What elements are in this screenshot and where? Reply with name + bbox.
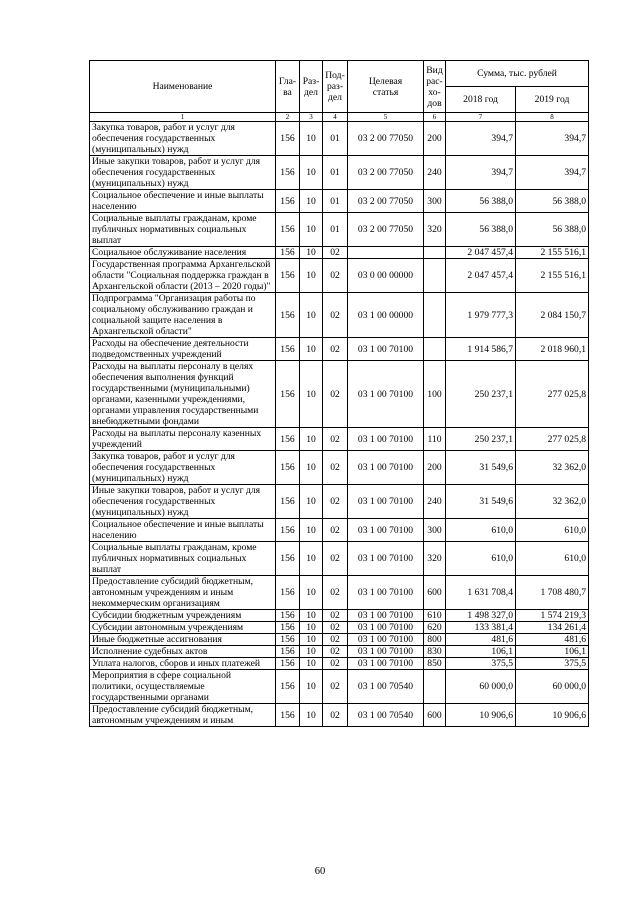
row-sum-2019: 610,0 bbox=[516, 519, 589, 542]
row-sum-2018: 31 549,6 bbox=[446, 451, 516, 485]
row-sum-2019: 481,6 bbox=[516, 634, 589, 646]
row-section: 10 bbox=[300, 259, 323, 293]
row-expense-type: 600 bbox=[424, 576, 446, 610]
row-expense-type bbox=[424, 338, 446, 361]
row-name: Уплата налогов, сборов и иных платежей bbox=[90, 658, 276, 670]
row-name: Расходы на выплаты персоналу казенных учреждений bbox=[90, 428, 276, 451]
row-expense-type: 850 bbox=[424, 658, 446, 670]
row-target: 03 1 00 70100 bbox=[348, 622, 424, 634]
row-section: 10 bbox=[300, 658, 323, 670]
row-sum-2018: 31 549,6 bbox=[446, 485, 516, 519]
table-header bbox=[90, 61, 589, 122]
row-sum-2018: 250 237,1 bbox=[446, 428, 516, 451]
row-name: Субсидии бюджетным учреждениям bbox=[90, 610, 276, 622]
row-section: 10 bbox=[300, 247, 323, 259]
page-number: 60 bbox=[314, 866, 326, 877]
row-sum-2018: 1 498 327,0 bbox=[446, 610, 516, 622]
row-subsection: 02 bbox=[323, 622, 348, 634]
row-name: Иные закупки товаров, работ и услуг для обеспечения государственных (муниципальных) нужд bbox=[90, 156, 276, 190]
row-subsection: 02 bbox=[323, 542, 348, 576]
row-target: 03 1 00 70540 bbox=[348, 670, 424, 704]
row-sum-2018: 610,0 bbox=[446, 542, 516, 576]
row-sum-2019: 2 084 150,7 bbox=[516, 293, 589, 338]
row-sum-2018: 56 388,0 bbox=[446, 213, 516, 247]
row-target: 03 1 00 70100 bbox=[348, 451, 424, 485]
row-target: 03 1 00 70100 bbox=[348, 361, 424, 428]
row-target: 03 1 00 70100 bbox=[348, 428, 424, 451]
row-target: 03 1 00 70100 bbox=[348, 519, 424, 542]
header-year-2019: 2019 год bbox=[516, 87, 589, 113]
row-sum-2018: 610,0 bbox=[446, 519, 516, 542]
header-subsection: Под- раз- дел bbox=[323, 61, 348, 113]
row-section: 10 bbox=[300, 519, 323, 542]
header-target: Целевая статья bbox=[348, 61, 424, 113]
table-row bbox=[90, 485, 589, 519]
row-name: Социальное обеспечение и иные выплаты населению bbox=[90, 190, 276, 213]
row-expense-type: 830 bbox=[424, 646, 446, 658]
row-name: Социальное обеспечение и иные выплаты населению bbox=[90, 519, 276, 542]
row-sum-2018: 394,7 bbox=[446, 122, 516, 156]
row-expense-type: 620 bbox=[424, 622, 446, 634]
row-sum-2018: 1 631 708,4 bbox=[446, 576, 516, 610]
row-chapter: 156 bbox=[276, 704, 300, 727]
header-chapter: Гла- ва bbox=[276, 61, 300, 113]
row-expense-type: 800 bbox=[424, 634, 446, 646]
row-sum-2019: 106,1 bbox=[516, 646, 589, 658]
row-name: Мероприятия в сфере социальной политики, осуществляемые государственными органами bbox=[90, 670, 276, 704]
row-name: Субсидии автономным учреждениям bbox=[90, 622, 276, 634]
row-sum-2019: 56 388,0 bbox=[516, 190, 589, 213]
row-chapter: 156 bbox=[276, 610, 300, 622]
row-sum-2018: 1 914 586,7 bbox=[446, 338, 516, 361]
row-expense-type: 110 bbox=[424, 428, 446, 451]
row-sum-2019: 1 574 219,3 bbox=[516, 610, 589, 622]
table-row bbox=[90, 338, 589, 361]
row-chapter: 156 bbox=[276, 519, 300, 542]
row-subsection: 02 bbox=[323, 259, 348, 293]
table-row bbox=[90, 428, 589, 451]
row-sum-2018: 133 381,4 bbox=[446, 622, 516, 634]
row-chapter: 156 bbox=[276, 122, 300, 156]
row-section: 10 bbox=[300, 634, 323, 646]
row-subsection: 02 bbox=[323, 247, 348, 259]
row-chapter: 156 bbox=[276, 190, 300, 213]
row-sum-2018: 2 047 457,4 bbox=[446, 247, 516, 259]
row-chapter: 156 bbox=[276, 428, 300, 451]
row-sum-2019: 375,5 bbox=[516, 658, 589, 670]
row-target: 03 1 00 70100 bbox=[348, 576, 424, 610]
row-subsection: 02 bbox=[323, 451, 348, 485]
row-name: Предоставление субсидий бюджетным, автономным учреждениям и иным некоммерческим организациям bbox=[90, 576, 276, 610]
row-chapter: 156 bbox=[276, 361, 300, 428]
row-expense-type: 300 bbox=[424, 190, 446, 213]
row-chapter: 156 bbox=[276, 576, 300, 610]
row-target: 03 1 00 70100 bbox=[348, 658, 424, 670]
row-chapter: 156 bbox=[276, 622, 300, 634]
row-subsection: 02 bbox=[323, 428, 348, 451]
row-sum-2019: 2 155 516,1 bbox=[516, 259, 589, 293]
row-chapter: 156 bbox=[276, 485, 300, 519]
row-section: 10 bbox=[300, 542, 323, 576]
row-sum-2019: 32 362,0 bbox=[516, 451, 589, 485]
table-row bbox=[90, 247, 589, 259]
row-expense-type: 610 bbox=[424, 610, 446, 622]
row-section: 10 bbox=[300, 293, 323, 338]
table-row bbox=[90, 122, 589, 156]
row-sum-2018: 250 237,1 bbox=[446, 361, 516, 428]
row-expense-type bbox=[424, 247, 446, 259]
row-target: 03 2 00 77050 bbox=[348, 156, 424, 190]
column-number: 3 bbox=[300, 113, 323, 122]
row-section: 10 bbox=[300, 610, 323, 622]
row-expense-type bbox=[424, 259, 446, 293]
row-name: Расходы на обеспечение деятельности подведомственных учреждений bbox=[90, 338, 276, 361]
row-expense-type: 320 bbox=[424, 542, 446, 576]
row-subsection: 02 bbox=[323, 610, 348, 622]
row-sum-2018: 394,7 bbox=[446, 156, 516, 190]
row-target: 03 1 00 00000 bbox=[348, 293, 424, 338]
row-chapter: 156 bbox=[276, 646, 300, 658]
row-sum-2018: 10 906,6 bbox=[446, 704, 516, 727]
row-subsection: 01 bbox=[323, 156, 348, 190]
row-chapter: 156 bbox=[276, 259, 300, 293]
row-section: 10 bbox=[300, 338, 323, 361]
row-expense-type: 300 bbox=[424, 519, 446, 542]
row-section: 10 bbox=[300, 670, 323, 704]
column-number: 8 bbox=[516, 113, 589, 122]
row-section: 10 bbox=[300, 213, 323, 247]
row-chapter: 156 bbox=[276, 213, 300, 247]
column-numbers-row bbox=[90, 113, 589, 122]
row-section: 10 bbox=[300, 122, 323, 156]
row-name: Социальные выплаты гражданам, кроме публичных нормативных социальных выплат bbox=[90, 213, 276, 247]
row-sum-2019: 32 362,0 bbox=[516, 485, 589, 519]
row-target: 03 0 00 00000 bbox=[348, 259, 424, 293]
row-name: Расходы на выплаты персоналу в целях обеспечения выполнения функций государственными (муниципальными) органами, казенными учреждениями, органами управления государственными внебюджетными фондами bbox=[90, 361, 276, 428]
row-subsection: 02 bbox=[323, 576, 348, 610]
row-name: Социальные выплаты гражданам, кроме публичных нормативных социальных выплат bbox=[90, 542, 276, 576]
row-sum-2018: 375,5 bbox=[446, 658, 516, 670]
row-expense-type bbox=[424, 293, 446, 338]
table-row bbox=[90, 213, 589, 247]
row-subsection: 01 bbox=[323, 190, 348, 213]
row-subsection: 02 bbox=[323, 519, 348, 542]
row-section: 10 bbox=[300, 704, 323, 727]
row-name: Закупка товаров, работ и услуг для обеспечения государственных (муниципальных) нужд bbox=[90, 451, 276, 485]
row-target: 03 2 00 77050 bbox=[348, 190, 424, 213]
row-target: 03 2 00 77050 bbox=[348, 122, 424, 156]
row-subsection: 02 bbox=[323, 658, 348, 670]
row-sum-2019: 2 155 516,1 bbox=[516, 247, 589, 259]
row-sum-2019: 394,7 bbox=[516, 122, 589, 156]
table-row bbox=[90, 259, 589, 293]
row-subsection: 02 bbox=[323, 338, 348, 361]
column-number: 7 bbox=[446, 113, 516, 122]
row-subsection: 02 bbox=[323, 634, 348, 646]
row-sum-2019: 134 261,4 bbox=[516, 622, 589, 634]
row-name: Подпрограмма "Организация работы по социальному обслуживанию граждан и социальной защите населения в Архангельской области" bbox=[90, 293, 276, 338]
row-sum-2019: 610,0 bbox=[516, 542, 589, 576]
row-subsection: 02 bbox=[323, 485, 348, 519]
row-expense-type: 200 bbox=[424, 122, 446, 156]
table-body bbox=[90, 122, 589, 727]
row-target: 03 1 00 70100 bbox=[348, 610, 424, 622]
row-section: 10 bbox=[300, 361, 323, 428]
row-expense-type: 100 bbox=[424, 361, 446, 428]
header-year-2018: 2018 год bbox=[446, 87, 516, 113]
column-number: 2 bbox=[276, 113, 300, 122]
row-target: 03 2 00 77050 bbox=[348, 213, 424, 247]
row-target: 03 1 00 70100 bbox=[348, 646, 424, 658]
row-section: 10 bbox=[300, 646, 323, 658]
table-row bbox=[90, 156, 589, 190]
row-sum-2018: 106,1 bbox=[446, 646, 516, 658]
table-row bbox=[90, 576, 589, 610]
row-sum-2019: 1 708 480,7 bbox=[516, 576, 589, 610]
table-row bbox=[90, 622, 589, 634]
row-target: 03 1 00 70100 bbox=[348, 634, 424, 646]
row-sum-2018: 60 000,0 bbox=[446, 670, 516, 704]
table-row bbox=[90, 658, 589, 670]
row-sum-2019: 394,7 bbox=[516, 156, 589, 190]
row-chapter: 156 bbox=[276, 542, 300, 576]
row-subsection: 02 bbox=[323, 293, 348, 338]
row-section: 10 bbox=[300, 451, 323, 485]
row-chapter: 156 bbox=[276, 156, 300, 190]
budget-table bbox=[89, 60, 589, 727]
row-expense-type: 320 bbox=[424, 213, 446, 247]
row-sum-2018: 1 979 777,3 bbox=[446, 293, 516, 338]
table-row bbox=[90, 634, 589, 646]
row-sum-2018: 56 388,0 bbox=[446, 190, 516, 213]
header-section: Раз- дел bbox=[300, 61, 323, 113]
row-sum-2019: 60 000,0 bbox=[516, 670, 589, 704]
header-name: Наименование bbox=[90, 61, 276, 113]
row-section: 10 bbox=[300, 190, 323, 213]
row-name: Иные закупки товаров, работ и услуг для обеспечения государственных (муниципальных) нужд bbox=[90, 485, 276, 519]
row-name: Социальное обслуживание населения bbox=[90, 247, 276, 259]
table-row bbox=[90, 293, 589, 338]
row-sum-2019: 277 025,8 bbox=[516, 361, 589, 428]
row-section: 10 bbox=[300, 485, 323, 519]
row-sum-2019: 277 025,8 bbox=[516, 428, 589, 451]
row-target: 03 1 00 70100 bbox=[348, 485, 424, 519]
table-row bbox=[90, 451, 589, 485]
row-sum-2019: 2 018 960,1 bbox=[516, 338, 589, 361]
row-chapter: 156 bbox=[276, 247, 300, 259]
table-row bbox=[90, 704, 589, 727]
table-row bbox=[90, 610, 589, 622]
row-target bbox=[348, 247, 424, 259]
row-expense-type bbox=[424, 670, 446, 704]
row-name: Исполнение судебных актов bbox=[90, 646, 276, 658]
row-chapter: 156 bbox=[276, 670, 300, 704]
table-row bbox=[90, 519, 589, 542]
column-number: 6 bbox=[424, 113, 446, 122]
row-chapter: 156 bbox=[276, 338, 300, 361]
row-name: Государственная программа Архангельской области "Социальная поддержка граждан в Архангельской области (2013 – 2020 годы)" bbox=[90, 259, 276, 293]
row-subsection: 01 bbox=[323, 213, 348, 247]
table-row bbox=[90, 190, 589, 213]
row-section: 10 bbox=[300, 576, 323, 610]
row-sum-2018: 2 047 457,4 bbox=[446, 259, 516, 293]
row-expense-type: 600 bbox=[424, 704, 446, 727]
row-name: Закупка товаров, работ и услуг для обеспечения государственных (муниципальных) нужд bbox=[90, 122, 276, 156]
row-chapter: 156 bbox=[276, 658, 300, 670]
row-target: 03 1 00 70100 bbox=[348, 542, 424, 576]
row-name: Иные бюджетные ассигнования bbox=[90, 634, 276, 646]
table-row bbox=[90, 542, 589, 576]
header-expense-type: Вид рас- хо- дов bbox=[424, 61, 446, 113]
column-number: 5 bbox=[348, 113, 424, 122]
row-subsection: 01 bbox=[323, 122, 348, 156]
row-sum-2019: 56 388,0 bbox=[516, 213, 589, 247]
table-row bbox=[90, 670, 589, 704]
row-sum-2019: 10 906,6 bbox=[516, 704, 589, 727]
row-subsection: 02 bbox=[323, 704, 348, 727]
row-sum-2018: 481,6 bbox=[446, 634, 516, 646]
row-name: Предоставление субсидий бюджетным, автономным учреждениям и иным bbox=[90, 704, 276, 727]
row-chapter: 156 bbox=[276, 293, 300, 338]
row-expense-type: 200 bbox=[424, 451, 446, 485]
row-section: 10 bbox=[300, 428, 323, 451]
row-target: 03 1 00 70100 bbox=[348, 338, 424, 361]
row-section: 10 bbox=[300, 622, 323, 634]
row-expense-type: 240 bbox=[424, 156, 446, 190]
row-target: 03 1 00 70540 bbox=[348, 704, 424, 727]
row-subsection: 02 bbox=[323, 361, 348, 428]
row-subsection: 02 bbox=[323, 670, 348, 704]
row-section: 10 bbox=[300, 156, 323, 190]
table-row bbox=[90, 361, 589, 428]
header-sum: Сумма, тыс. рублей bbox=[446, 61, 589, 87]
column-number: 1 bbox=[90, 113, 276, 122]
row-expense-type: 240 bbox=[424, 485, 446, 519]
row-chapter: 156 bbox=[276, 634, 300, 646]
row-chapter: 156 bbox=[276, 451, 300, 485]
column-number: 4 bbox=[323, 113, 348, 122]
table-row bbox=[90, 646, 589, 658]
row-subsection: 02 bbox=[323, 646, 348, 658]
